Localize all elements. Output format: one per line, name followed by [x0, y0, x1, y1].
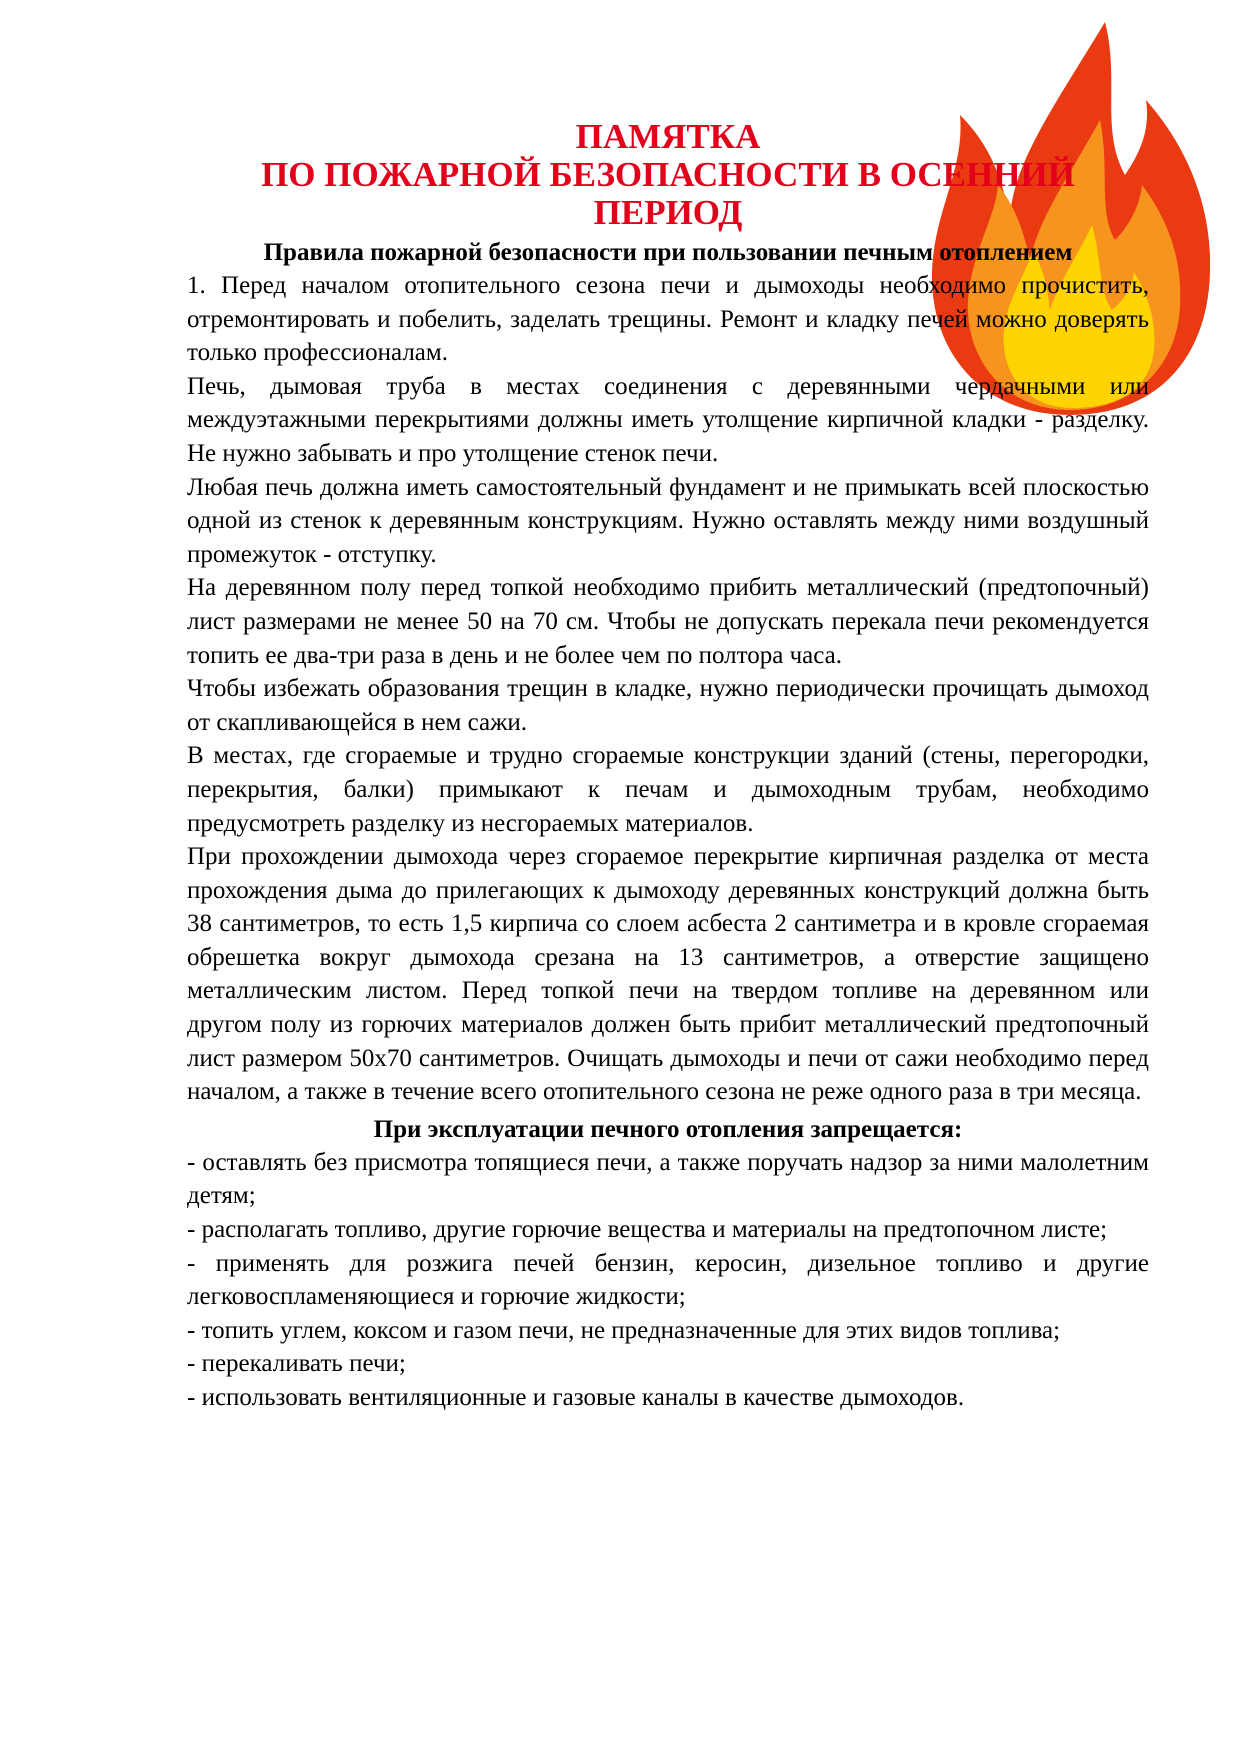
title-line-3: ПЕРИОД	[593, 193, 743, 232]
title-line-2: ПО ПОЖАРНОЙ БЕЗОПАСНОСТИ В ОСЕННИЙ	[261, 155, 1075, 194]
list-item: - топить углем, коксом и газом печи, не предназначенные для этих видов топлива;	[187, 1316, 1061, 1344]
list-item: - располагать топливо, другие горючие вещества и материалы на предтопочном листе;	[187, 1216, 1108, 1244]
paragraph-1: 1. Перед началом отопительного сезона печи и дымоходы необходимо прочистить, отремонтировать и побелить, заделать трещины. Ремонт и кладку печей можно доверять только профессионалам.	[187, 272, 1149, 367]
title-line-1: ПАМЯТКА	[575, 117, 761, 156]
list-item: - перекаливать печи;	[187, 1350, 406, 1378]
paragraph-5: Чтобы избежать образования трещин в кладке, нужно периодически прочищать дымоход от скапливающейся в нем сажи.	[187, 675, 1149, 736]
paragraph-7: При прохождении дымохода через сгораемое перекрытие кирпичная разделка от места прохождения дыма до прилегающих к дымоходу деревянных конструкций должна быть 38 сантиметров, то есть 1,5 кирпича со слоем асбеста 2 сантиметра и в кровле сгораемая обрешетка вокруг дымохода срезана на 13 сантиметров, а отверстие защищено металлическим листом. Перед топкой печи на твердом топливе на деревянном или другом полу из горючих материалов должен быть прибит металлический предтопочный лист размером 50х70 сантиметров. Очищать дымоходы и печи от сажи необходимо перед началом, а также в течение всего отопительного сезона не реже одного раза в три месяца.	[187, 843, 1149, 1106]
paragraph-2: Печь, дымовая труба в местах соединения с деревянными чердачными или междуэтажными перекрытиями должны иметь утолщение кирпичной кладки - разделку. Не нужно забывать и про утолщение стенок печи.	[187, 372, 1149, 467]
page-title	[187, 118, 1149, 232]
list-item: - использовать вентиляционные и газовые каналы в качестве дымоходов.	[187, 1384, 965, 1411]
section-heading-prohibitions: При эксплуатации печного отопления запрещается:	[373, 1115, 963, 1143]
paragraph-4: На деревянном полу перед топкой необходимо прибить металлический (предтопочный) лист размерами не менее 50 на 70 см. Чтобы не допускать перекала печи рекомендуется топить ее два-три раза в день и не более чем по полтора часа.	[187, 574, 1149, 669]
paragraph-3: Любая печь должна иметь самостоятельный фундамент и не примыкать всей плоскостью одной из стенок к деревянным конструкциям. Нужно оставлять между ними воздушный промежуток - отступку.	[187, 473, 1149, 568]
list-item: - применять для розжига печей бензин, керосин, дизельное топливо и другие легковоспламеняющиеся и горючие жидкости;	[187, 1249, 1149, 1311]
paragraph-6: В местах, где сгораемые и трудно сгораемые конструкции зданий (стены, перегородки, перекрытия, балки) примыкают к печам и дымоходным трубам, необходимо предусмотреть разделку из несгораемых материалов.	[187, 742, 1149, 837]
prohibitions-list	[187, 1146, 1149, 1415]
list-item: - оставлять без присмотра топящиеся печи, а также поручать надзор за ними малолетним детям;	[187, 1148, 1149, 1210]
section-heading-heating-rules: Правила пожарной безопасности при пользовании печным отоплением	[263, 239, 1073, 266]
document-page	[187, 118, 1149, 1415]
